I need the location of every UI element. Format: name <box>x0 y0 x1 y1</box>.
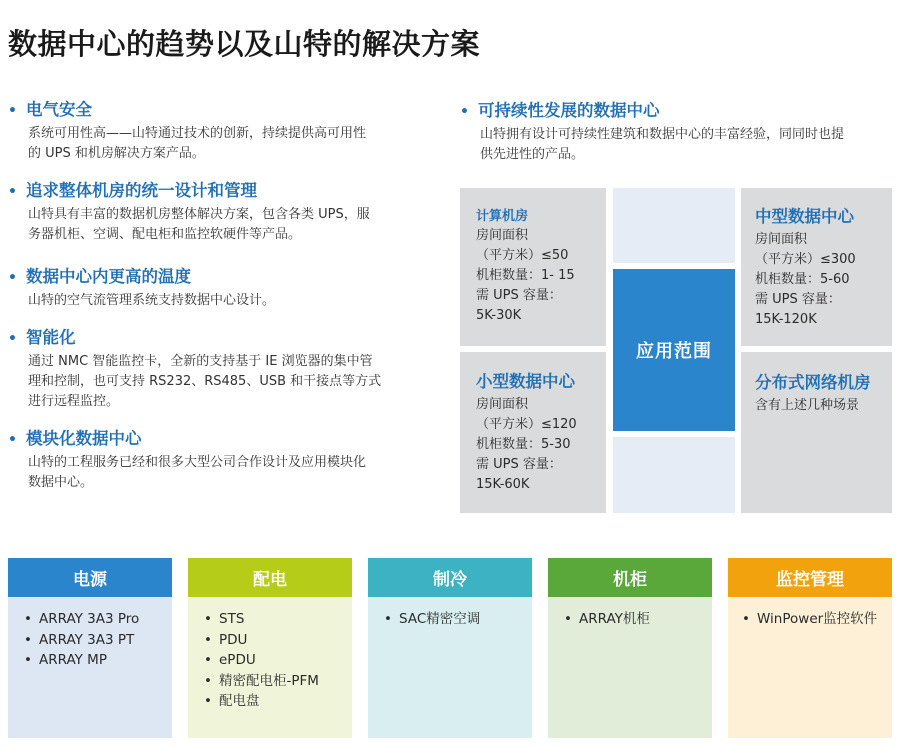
scope-line: 15K-60K <box>476 477 530 492</box>
feature-title: 数据中心内更高的温度 <box>26 267 191 286</box>
list-item: • STS <box>204 609 346 630</box>
feature-line: 山特的工程服务已经和很多大型公司合作设计及应用模块化 <box>28 455 367 470</box>
feature-description <box>28 124 438 164</box>
scope-line: 房间面积 <box>476 397 529 412</box>
scope-medium-dc <box>741 188 892 346</box>
bullet-icon: • <box>8 103 17 119</box>
feature-description <box>28 291 438 311</box>
list-item: • PDU <box>204 630 346 651</box>
feature-description <box>28 352 438 412</box>
list-item: • ARRAY 3A3 Pro <box>24 609 166 630</box>
application-scope-grid <box>460 188 892 513</box>
list-item: • 精密配电柜-PFM <box>204 671 346 692</box>
list-item: • ARRAY 3A3 PT <box>24 630 166 651</box>
scope-small-dc <box>460 352 606 513</box>
scope-line: （平方米）≤50 <box>476 248 569 263</box>
scope-filler-top <box>613 188 735 263</box>
scope-line: 5K-30K <box>476 308 522 323</box>
category-body <box>8 597 172 738</box>
scope-center-box <box>613 269 735 431</box>
category-monitoring <box>728 558 892 738</box>
scope-distributed-room <box>741 352 892 513</box>
category-item-list <box>742 609 886 630</box>
scope-line: 机柜数量：5-30 <box>476 437 571 452</box>
list-item: • 配电盘 <box>204 691 346 712</box>
feature-title: 智能化 <box>26 328 76 347</box>
category-item-list <box>204 609 346 712</box>
scope-filler-bottom <box>613 437 735 513</box>
category-body <box>728 597 892 738</box>
feature-modular-dc <box>8 425 438 493</box>
category-item-list <box>24 609 166 671</box>
scope-computing-room <box>460 188 606 346</box>
feature-line: 务器机柜、空调、配电柜和监控软硬件等产品。 <box>28 227 302 242</box>
category-body <box>368 597 532 738</box>
scope-line: 含有上述几种场景 <box>755 398 860 413</box>
feature-line: 供先进性的产品。 <box>480 147 585 162</box>
feature-line: 系统可用性高——山特通过技术的创新，持续提供高可用性 <box>28 126 367 141</box>
scope-line: 需 UPS 容量： <box>755 292 841 307</box>
list-item: • ARRAY MP <box>24 650 166 671</box>
feature-sustainable-dc <box>460 97 895 165</box>
feature-line: 的 UPS 和机房解决方案产品。 <box>28 146 205 161</box>
category-body <box>548 597 712 738</box>
category-cooling <box>368 558 532 738</box>
category-body <box>188 597 352 738</box>
feature-line: 山特拥有设计可持续性建筑和数据中心的丰富经验，同同时也提 <box>480 127 845 142</box>
bullet-icon: • <box>8 432 17 448</box>
bullet-icon: • <box>8 184 17 200</box>
scope-center-label: 应用范围 <box>636 341 712 362</box>
scope-title: 小型数据中心 <box>476 372 575 391</box>
list-item: • ARRAY机柜 <box>564 609 706 630</box>
category-header: 电源 <box>8 558 172 597</box>
scope-line: 机柜数量：1- 15 <box>476 268 575 283</box>
feature-higher-temperature <box>8 263 438 311</box>
feature-line: 数据中心。 <box>28 475 94 490</box>
scope-title: 计算机房 <box>476 209 529 224</box>
category-item-list <box>384 609 526 630</box>
feature-description <box>480 125 895 165</box>
feature-title: 模块化数据中心 <box>26 429 142 448</box>
feature-intelligence <box>8 324 438 412</box>
scope-line: 15K-120K <box>755 312 817 327</box>
feature-line: 山特的空气流管理系统支持数据中心设计。 <box>28 293 276 308</box>
category-power <box>8 558 172 738</box>
bullet-icon: • <box>8 331 17 347</box>
feature-title: 可持续性发展的数据中心 <box>478 101 660 120</box>
category-header: 监控管理 <box>728 558 892 597</box>
category-header: 配电 <box>188 558 352 597</box>
feature-description <box>28 205 438 245</box>
scope-line: 机柜数量：5-60 <box>755 272 850 287</box>
category-item-list <box>564 609 706 630</box>
list-item: • WinPower监控软件 <box>742 609 886 630</box>
category-cabinet <box>548 558 712 738</box>
list-item: • SAC精密空调 <box>384 609 526 630</box>
scope-line: （平方米）≤300 <box>755 252 856 267</box>
scope-title: 分布式网络机房 <box>755 373 871 392</box>
feature-title: 电气安全 <box>26 100 92 119</box>
list-item: • ePDU <box>204 650 346 671</box>
bullet-icon: • <box>8 270 17 286</box>
scope-title: 中型数据中心 <box>755 207 854 226</box>
scope-line: 需 UPS 容量： <box>476 457 562 472</box>
scope-line: （平方米）≤120 <box>476 417 577 432</box>
feature-line: 理和控制，也可支持 RS232、RS485、USB 和干接点等方式 <box>28 374 382 389</box>
category-power-distribution <box>188 558 352 738</box>
scope-line: 房间面积 <box>755 232 808 247</box>
feature-title: 追求整体机房的统一设计和管理 <box>26 181 257 200</box>
feature-line: 山特具有丰富的数据机房整体解决方案，包含各类 UPS，服 <box>28 207 370 222</box>
feature-line: 通过 NMC 智能监控卡，全新的支持基于 IE 浏览器的集中管 <box>28 354 373 369</box>
category-header: 制冷 <box>368 558 532 597</box>
scope-line: 需 UPS 容量： <box>476 288 562 303</box>
feature-unified-design <box>8 177 438 245</box>
bullet-icon: • <box>460 104 469 120</box>
category-header: 机柜 <box>548 558 712 597</box>
scope-line: 房间面积 <box>476 228 529 243</box>
feature-line: 进行远程监控。 <box>28 394 120 409</box>
feature-electrical-safety <box>8 96 438 164</box>
product-categories <box>8 558 892 738</box>
feature-description <box>28 453 438 493</box>
page-title: 数据中心的趋势以及山特的解决方案 <box>8 27 481 61</box>
